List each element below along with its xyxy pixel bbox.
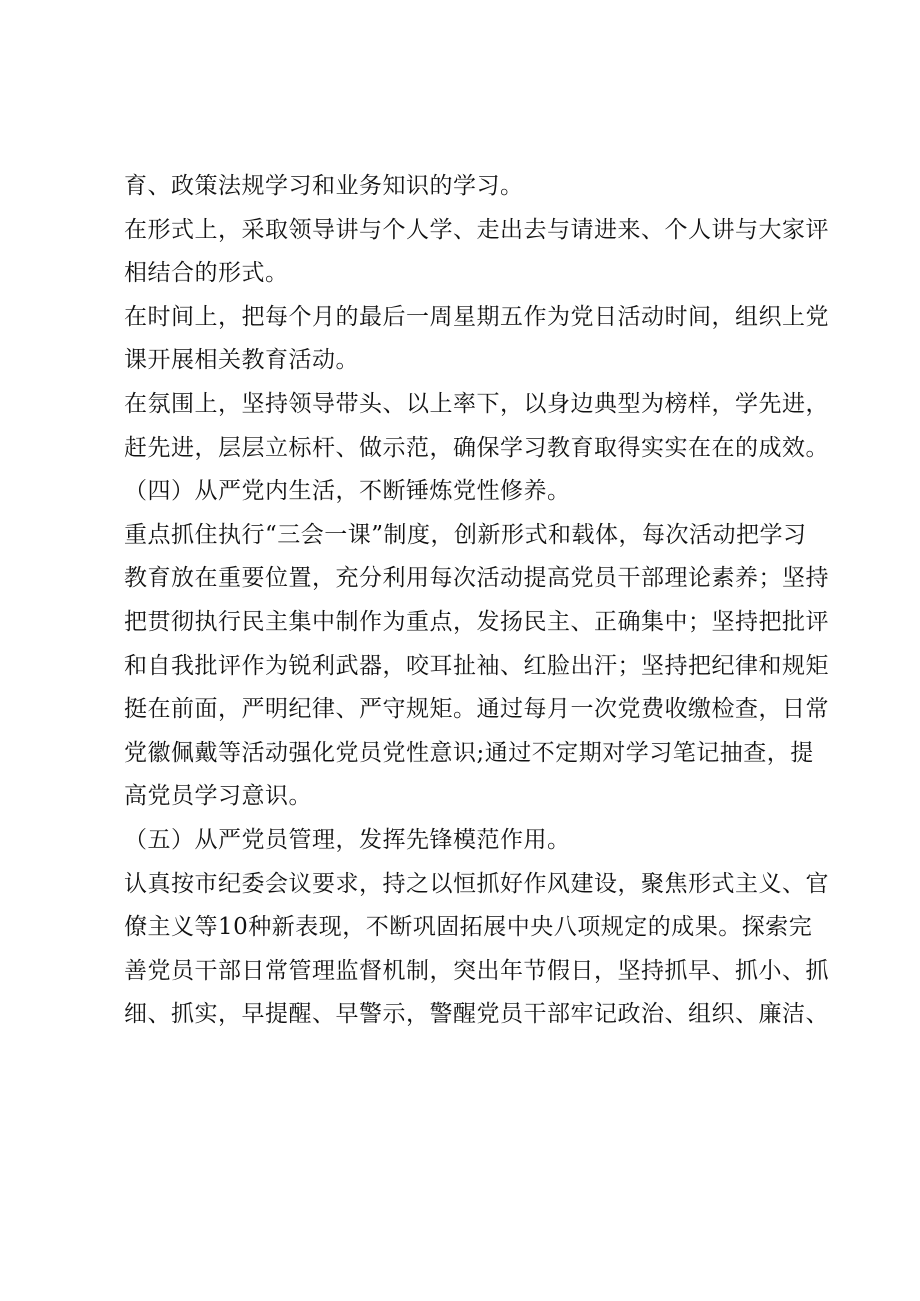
text-line-12: 和自我批评作为锐利武器，咬耳扯袖、红脸出汗；坚持把纪律和规矩 [124,652,829,679]
text-line-13: 挺在前面，严明纪律、严守规矩。通过每月一次党费收缴检查，日常 [124,696,829,723]
text-line-19: 善党员干部日常管理监督机制，突出年节假日，坚持抓早、抓小、抓 [124,957,829,984]
section-heading-4: （四）从严党内生活，不断锤炼党性修养。 [124,478,571,505]
text-line-3: 相结合的形式。 [124,260,289,287]
text-line-11: 把贯彻执行民主集中制作为重点，发扬民主、正确集中；坚持把批评 [124,608,829,635]
body-text [124,165,829,1037]
text-line-14: 党徽佩戴等活动强化党员党性意识;通过不定期对学习笔记抽查，提 [124,739,814,766]
text-line-10: 教育放在重要位置，充分利用每次活动提高党员干部理论素养；坚持 [124,565,829,592]
text-line-15: 高党员学习意识。 [124,783,312,810]
text-line-2: 在形式上，采取领导讲与个人学、走出去与请进来、个人讲与大家评 [124,216,829,243]
text-line-17: 认真按市纪委会议要求，持之以恒抓好作风建设，聚焦形式主义、官 [124,870,829,897]
text-line-20: 细、抓实，早提醒、早警示，警醒党员干部牢记政治、组织、廉洁、 [124,1001,829,1028]
text-line-5: 课开展相关教育活动。 [124,347,359,374]
section-heading-5: （五）从严党员管理，发挥先锋模范作用。 [124,826,571,853]
text-line-4: 在时间上，把每个月的最后一周星期五作为党日活动时间，组织上党 [124,303,829,330]
text-line-1: 育、政策法规学习和业务知识的学习。 [124,173,524,199]
text-line-7: 赶先进，层层立标杆、做示范，确保学习教育取得实实在在的成效。 [124,434,829,461]
text-line-18: 僚主义等10种新表现，不断巩固拓展中央八项规定的成果。探索完 [124,914,813,941]
text-line-9: 重点抓住执行“三会一课”制度，创新形式和载体，每次活动把学习 [124,521,807,548]
text-line-6: 在氛围上，坚持领导带头、以上率下，以身边典型为榜样，学先进， [124,390,829,417]
